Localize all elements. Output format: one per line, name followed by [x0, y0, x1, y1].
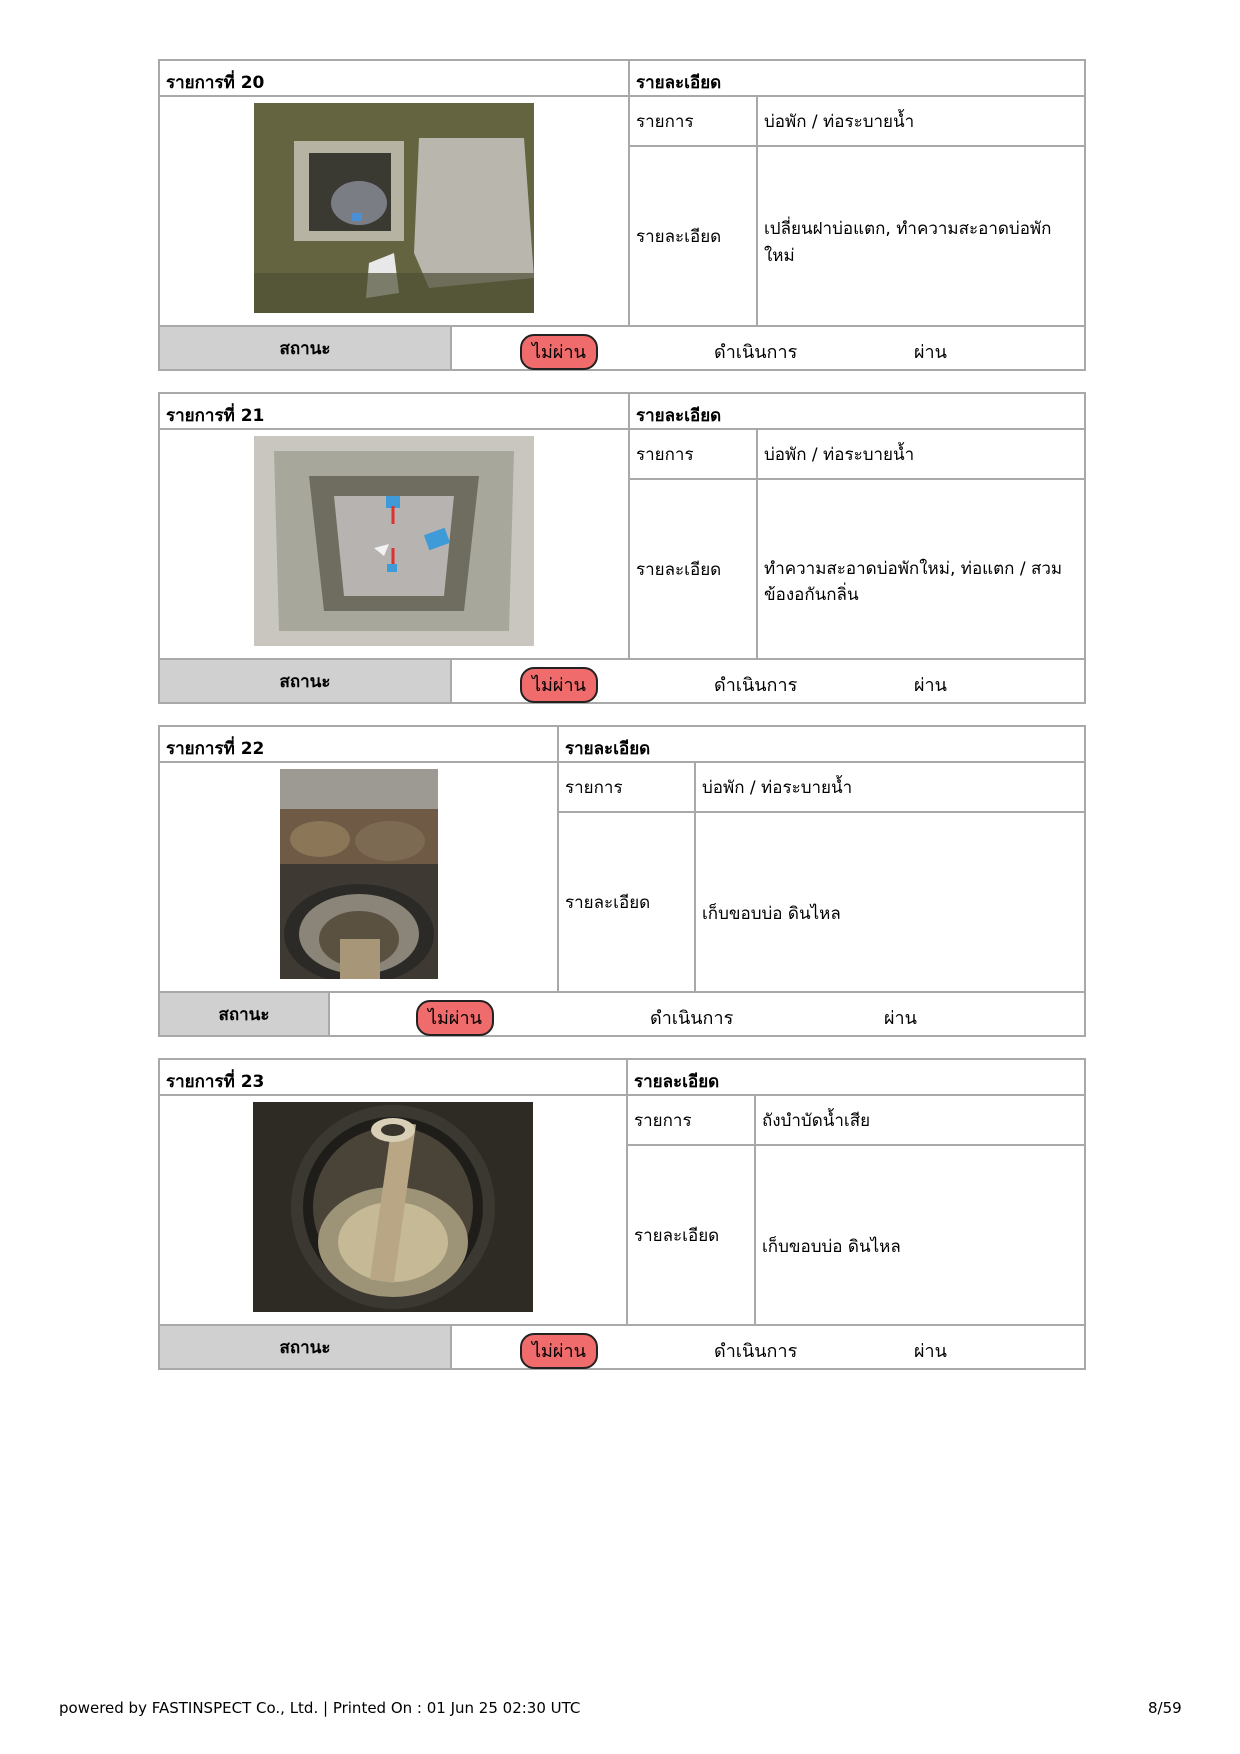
status-option-fail-selected[interactable]: ไม่ผ่าน — [416, 1000, 494, 1036]
label-item: รายการ — [630, 97, 758, 145]
item-value: ถังบำบัดน้ำเสีย — [762, 1110, 871, 1131]
label-item: รายการ — [628, 1096, 756, 1144]
label-detail: รายละเอียด — [559, 813, 696, 991]
status-label: สถานะ — [160, 327, 452, 369]
detail-panel — [630, 430, 1084, 658]
detail-panel — [630, 97, 1084, 325]
status-option-in-progress[interactable]: ดำเนินการ — [714, 1341, 798, 1362]
status-option-pass[interactable]: ผ่าน — [914, 1341, 947, 1362]
status-row — [160, 660, 1084, 702]
inspection-photo[interactable] — [280, 769, 438, 979]
detail-panel — [628, 1096, 1084, 1324]
status-row — [160, 1326, 1084, 1368]
detail-row-detail — [630, 480, 1084, 658]
status-options — [330, 993, 1084, 1035]
detail-value: เก็บขอบบ่อ ดินไหล — [762, 1236, 901, 1257]
footer-text: powered by FASTINSPECT Co., Ltd. | Printed On : 01 Jun 25 02:30 UTC — [59, 1699, 581, 1717]
inspection-item-21 — [158, 392, 1086, 704]
item-header — [160, 61, 1084, 97]
status-label: สถานะ — [160, 1326, 452, 1368]
detail-row-detail — [559, 813, 1084, 991]
detail-panel — [559, 763, 1084, 991]
status-option-in-progress[interactable]: ดำเนินการ — [714, 675, 798, 696]
item-header — [160, 1060, 1084, 1096]
item-title: รายการที่ 20 — [160, 61, 630, 95]
detail-header: รายละเอียด — [634, 1072, 720, 1092]
label-detail: รายละเอียด — [628, 1146, 756, 1324]
label-item: รายการ — [559, 763, 696, 811]
status-row — [160, 993, 1084, 1035]
photo-cell — [160, 430, 630, 658]
detail-value: เก็บขอบบ่อ ดินไหล — [702, 903, 841, 924]
status-option-pass[interactable]: ผ่าน — [914, 675, 947, 696]
inspection-photo[interactable] — [254, 436, 534, 646]
status-option-pass[interactable]: ผ่าน — [884, 1008, 917, 1029]
photo-cell — [160, 763, 559, 991]
detail-header: รายละเอียด — [636, 73, 722, 93]
detail-header: รายละเอียด — [565, 739, 651, 759]
label-detail: รายละเอียด — [630, 480, 758, 658]
status-options — [452, 1326, 1084, 1368]
status-option-fail-selected[interactable]: ไม่ผ่าน — [520, 667, 598, 703]
label-detail: รายละเอียด — [630, 147, 758, 325]
status-label: สถานะ — [160, 993, 330, 1035]
status-label: สถานะ — [160, 660, 452, 702]
inspection-photo[interactable] — [253, 1102, 533, 1312]
item-body — [160, 763, 1084, 993]
detail-row-detail — [628, 1146, 1084, 1324]
item-value: บ่อพัก / ท่อระบายน้ำ — [702, 777, 853, 798]
item-header — [160, 727, 1084, 763]
status-options — [452, 327, 1084, 369]
item-body — [160, 97, 1084, 327]
status-option-pass[interactable]: ผ่าน — [914, 342, 947, 363]
photo-cell — [160, 1096, 628, 1324]
label-item: รายการ — [630, 430, 758, 478]
status-row — [160, 327, 1084, 369]
item-title: รายการที่ 22 — [160, 727, 559, 761]
detail-value: ทำความสะอาดบ่อพักใหม่, ท่อแตก / สวมข้องอกันกลิ่น — [764, 559, 1063, 605]
status-options — [452, 660, 1084, 702]
item-body — [160, 1096, 1084, 1326]
detail-row-item — [559, 763, 1084, 813]
item-title: รายการที่ 23 — [160, 1060, 628, 1094]
status-option-in-progress[interactable]: ดำเนินการ — [714, 342, 798, 363]
detail-row-item — [628, 1096, 1084, 1146]
inspection-photo[interactable] — [254, 103, 534, 313]
inspection-item-23 — [158, 1058, 1086, 1370]
status-option-in-progress[interactable]: ดำเนินการ — [650, 1008, 734, 1029]
photo-cell — [160, 97, 630, 325]
item-title: รายการที่ 21 — [160, 394, 630, 428]
inspection-item-22 — [158, 725, 1086, 1037]
item-header — [160, 394, 1084, 430]
detail-row-item — [630, 430, 1084, 480]
status-option-fail-selected[interactable]: ไม่ผ่าน — [520, 334, 598, 370]
detail-row-detail — [630, 147, 1084, 325]
item-value: บ่อพัก / ท่อระบายน้ำ — [764, 111, 915, 132]
detail-row-item — [630, 97, 1084, 147]
detail-value: เปลี่ยนฝาบ่อแตก, ทำความสะอาดบ่อพักใหม่ — [764, 219, 1052, 266]
item-value: บ่อพัก / ท่อระบายน้ำ — [764, 444, 915, 465]
page-number: 8/59 — [1148, 1699, 1182, 1717]
item-body — [160, 430, 1084, 660]
detail-header: รายละเอียด — [636, 406, 722, 426]
inspection-item-20 — [158, 59, 1086, 371]
status-option-fail-selected[interactable]: ไม่ผ่าน — [520, 1333, 598, 1369]
